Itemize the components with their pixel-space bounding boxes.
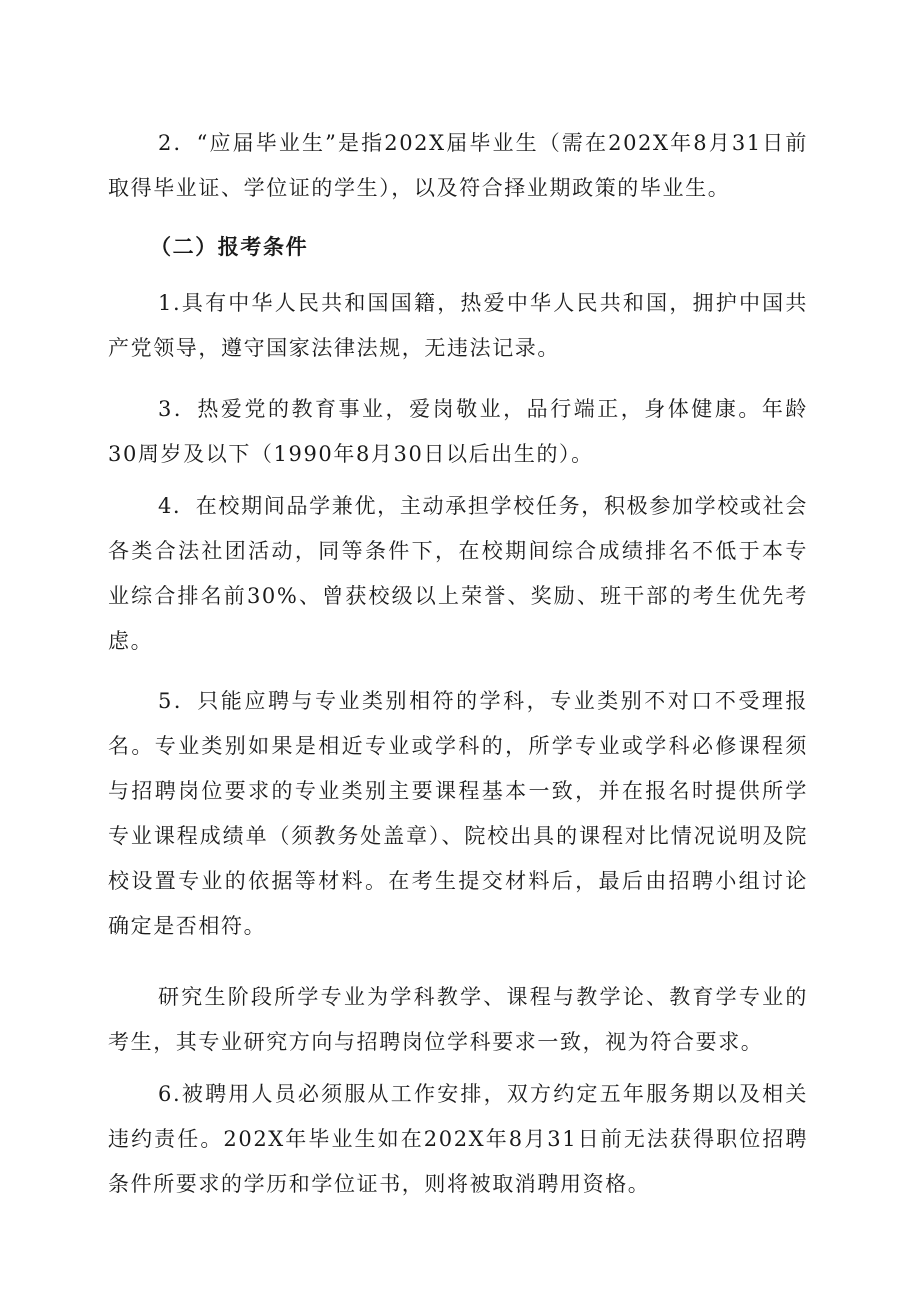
paragraph-condition-1-nationality: 1.具有中华人民共和国国籍，热爱中华人民共和国，拥护中国共产党领导，遵守国家法律法规，无违法记录。	[108, 291, 808, 360]
paragraph-condition-5-major: 5．只能应聘与专业类别相符的学科，专业类别不对口不受理报名。专业类别如果是相近专业或学科的，所学专业或学科必修课程须与招聘岗位要求的专业类别主要课程基本一致，并在报名时提供所学专业课程成绩单（须教务处盖章）、院校出具的课程对比情况说明及院校设置专业的依据等材料。在考生提交材料后，最后由招聘小组讨论确定是否相符。	[108, 689, 808, 938]
paragraph-condition-3-age: 3．热爱党的教育事业，爱岗敬业，品行端正，身体健康。年龄30周岁及以下（1990年8月30日以后出生的）。	[108, 397, 808, 466]
section-heading-application-conditions: （二）报考条件	[150, 235, 309, 259]
paragraph-postgraduate-major: 研究生阶段所学专业为学科教学、课程与教学论、教育学专业的考生，其专业研究方向与招聘岗位学科要求一致，视为符合要求。	[108, 985, 808, 1054]
paragraph-condition-6-service: 6.被聘用人员必须服从工作安排，双方约定五年服务期以及相关违约责任。202X年毕业生如在202X年8月31日前无法获得职位招聘条件所要求的学历和学位证书，则将被取消聘用资格。	[108, 1082, 808, 1196]
paragraph-condition-4-academic: 4．在校期间品学兼优，主动承担学校任务，积极参加学校或社会各类合法社团活动，同等条件下，在校期间综合成绩排名不低于本专业综合排名前30%、曾获校级以上荣誉、奖励、班干部的考生优先考虑。	[108, 494, 808, 653]
paragraph-fresh-graduate-definition: 2．“应届毕业生”是指202X届毕业生（需在202X年8月31日前取得毕业证、学位证的学生），以及符合择业期政策的毕业生。	[108, 131, 808, 200]
